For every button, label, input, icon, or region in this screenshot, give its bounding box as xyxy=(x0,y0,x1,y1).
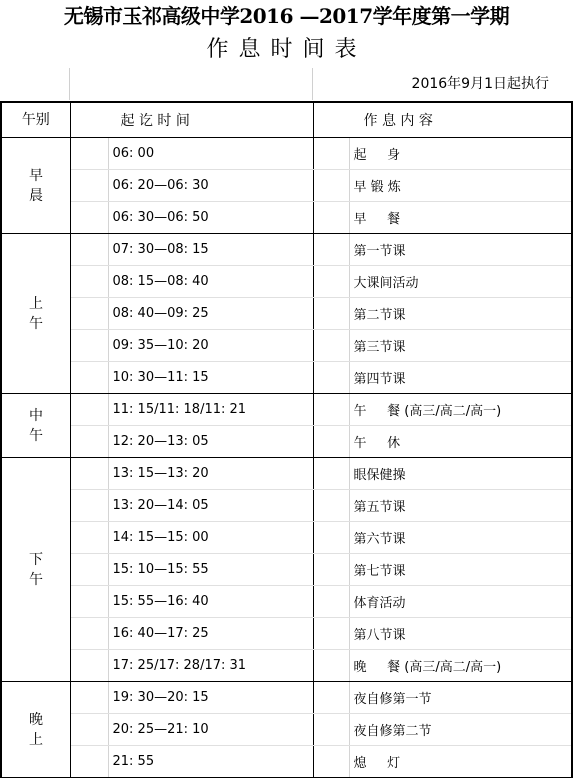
spacer-cell xyxy=(313,170,349,202)
time-cell: 10: 30—11: 15 xyxy=(108,362,313,394)
time-cell: 21: 55 xyxy=(108,746,313,778)
time-cell: 06: 30—06: 50 xyxy=(108,202,313,234)
table-row xyxy=(1,234,572,266)
activity-cell: 第四节课 xyxy=(349,362,572,394)
spacer-cell xyxy=(313,138,349,170)
time-cell: 20: 25—21: 10 xyxy=(108,714,313,746)
spacer-cell xyxy=(70,458,108,490)
spacer-cell xyxy=(70,618,108,650)
time-cell: 13: 15—13: 20 xyxy=(108,458,313,490)
activity-cell: 大课间活动 xyxy=(349,266,572,298)
spacer-cell xyxy=(70,682,108,714)
spacer-cell xyxy=(313,746,349,778)
spacer-cell xyxy=(70,746,108,778)
spacer-cell xyxy=(313,650,349,682)
spacer-cell xyxy=(313,202,349,234)
time-cell: 07: 30—08: 15 xyxy=(108,234,313,266)
time-cell: 06: 00 xyxy=(108,138,313,170)
activity-cell: 第五节课 xyxy=(349,490,572,522)
header-activity: 作 息 内 容 xyxy=(313,102,572,138)
activity-cell: 体育活动 xyxy=(349,586,572,618)
spacer-cell xyxy=(70,234,108,266)
spacer-cell xyxy=(313,330,349,362)
table-row xyxy=(1,202,572,234)
period-label: 上午 xyxy=(1,234,70,394)
table-row xyxy=(1,650,572,682)
time-cell: 15: 55—16: 40 xyxy=(108,586,313,618)
spacer-cell xyxy=(313,234,349,266)
activity-cell: 眼保健操 xyxy=(349,458,572,490)
time-cell: 17: 25/17: 28/17: 31 xyxy=(108,650,313,682)
time-cell: 16: 40—17: 25 xyxy=(108,618,313,650)
table-row xyxy=(1,490,572,522)
spacer-cell xyxy=(70,330,108,362)
activity-cell: 早 餐 xyxy=(349,202,572,234)
spacer-cell xyxy=(70,266,108,298)
header-period: 午别 xyxy=(1,102,70,138)
spacer-cell xyxy=(70,490,108,522)
spacer-cell xyxy=(70,426,108,458)
page-title: 作息时间表 xyxy=(206,37,367,62)
school-title: 无锡市玉祁高级中学2016 —2017学年度第一学期 xyxy=(63,4,510,28)
grid-divider xyxy=(312,68,313,100)
spacer-cell xyxy=(313,394,349,426)
header-time: 起 讫 时 间 xyxy=(70,102,313,138)
period-label: 中午 xyxy=(1,394,70,458)
spacer-cell xyxy=(313,490,349,522)
spacer-cell xyxy=(313,682,349,714)
table-row xyxy=(1,138,572,170)
spacer-cell xyxy=(70,394,108,426)
time-cell: 06: 20—06: 30 xyxy=(108,170,313,202)
spacer-cell xyxy=(70,362,108,394)
spacer-cell xyxy=(70,202,108,234)
table-row xyxy=(1,298,572,330)
activity-cell: 早 锻 炼 xyxy=(349,170,572,202)
spacer-cell xyxy=(70,650,108,682)
spacer-cell xyxy=(70,138,108,170)
activity-cell: 第八节课 xyxy=(349,618,572,650)
table-header-row xyxy=(1,102,572,138)
table-row xyxy=(1,682,572,714)
table-row xyxy=(1,426,572,458)
spacer-cell xyxy=(313,522,349,554)
spacer-cell xyxy=(313,458,349,490)
table-row xyxy=(1,714,572,746)
activity-cell: 第三节课 xyxy=(349,330,572,362)
table-row xyxy=(1,330,572,362)
spacer-cell xyxy=(313,714,349,746)
time-cell: 12: 20—13: 05 xyxy=(108,426,313,458)
table-row xyxy=(1,522,572,554)
time-cell: 08: 40—09: 25 xyxy=(108,298,313,330)
period-label: 下午 xyxy=(1,458,70,682)
time-cell: 11: 15/11: 18/11: 21 xyxy=(108,394,313,426)
schedule-table xyxy=(0,101,573,778)
spacer-cell xyxy=(70,170,108,202)
table-row xyxy=(1,618,572,650)
table-row xyxy=(1,586,572,618)
effective-date: 2016年9月1日起执行 xyxy=(411,76,549,92)
spacer-cell xyxy=(313,426,349,458)
table-row xyxy=(1,394,572,426)
time-cell: 13: 20—14: 05 xyxy=(108,490,313,522)
activity-cell: 第六节课 xyxy=(349,522,572,554)
spacer-cell xyxy=(313,618,349,650)
activity-cell: 熄 灯 xyxy=(349,746,572,778)
grid-divider xyxy=(69,68,70,100)
spacer-cell xyxy=(313,362,349,394)
time-cell: 19: 30—20: 15 xyxy=(108,682,313,714)
activity-cell: 午 餐 (高三/高二/高一) xyxy=(349,394,572,426)
time-cell: 08: 15—08: 40 xyxy=(108,266,313,298)
spacer-cell xyxy=(313,266,349,298)
spacer-cell xyxy=(70,298,108,330)
activity-cell: 起 身 xyxy=(349,138,572,170)
activity-cell: 午 休 xyxy=(349,426,572,458)
spacer-cell xyxy=(70,522,108,554)
time-cell: 15: 10—15: 55 xyxy=(108,554,313,586)
activity-cell: 第七节课 xyxy=(349,554,572,586)
activity-cell: 晚 餐 (高三/高二/高一) xyxy=(349,650,572,682)
period-label: 早晨 xyxy=(1,138,70,234)
spacer-cell xyxy=(313,554,349,586)
activity-cell: 夜自修第一节 xyxy=(349,682,572,714)
spacer-cell xyxy=(70,554,108,586)
spacer-cell xyxy=(313,298,349,330)
period-label: 晚上 xyxy=(1,682,70,778)
time-cell: 14: 15—15: 00 xyxy=(108,522,313,554)
table-row xyxy=(1,362,572,394)
activity-cell: 第一节课 xyxy=(349,234,572,266)
spacer-cell xyxy=(70,586,108,618)
table-row xyxy=(1,746,572,778)
table-row xyxy=(1,554,572,586)
spacer-cell xyxy=(70,714,108,746)
table-row xyxy=(1,458,572,490)
activity-cell: 第二节课 xyxy=(349,298,572,330)
time-cell: 09: 35—10: 20 xyxy=(108,330,313,362)
activity-cell: 夜自修第二节 xyxy=(349,714,572,746)
table-row xyxy=(1,170,572,202)
spacer-cell xyxy=(313,586,349,618)
table-row xyxy=(1,266,572,298)
